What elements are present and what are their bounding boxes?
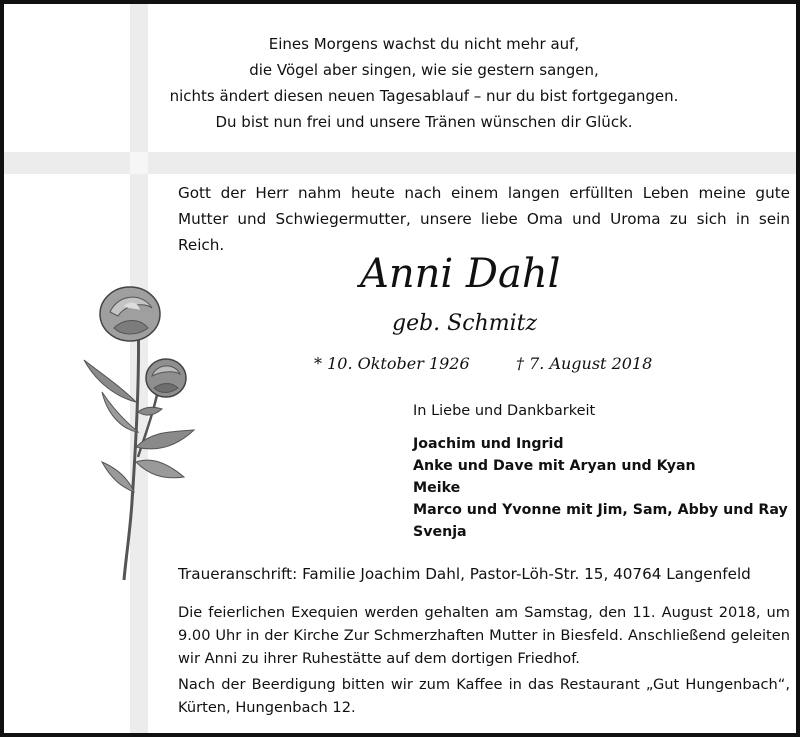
rose-icon [66, 282, 226, 582]
mourners-intro: In Liebe und Dankbarkeit [413, 403, 596, 419]
death-date: † 7. August 2018 [516, 354, 653, 373]
deceased-name: Anni Dahl [360, 251, 561, 297]
mourner-entry: Joachim und Ingrid [413, 436, 564, 452]
maiden-name: geb. Schmitz [392, 311, 538, 336]
poem-line: Du bist nun frei und unsere Tränen wünschen dir Glück. [215, 113, 633, 131]
mourners-list [413, 433, 788, 543]
poem-line: Eines Morgens wachst du nicht mehr auf, [268, 35, 580, 53]
poem-line: nichts ändert diesen neuen Tagesablauf – nur du bist fortgegangen. [169, 87, 679, 105]
poem [154, 31, 694, 135]
coffee-invitation: Nach der Beerdigung bitten wir zum Kaffee in das Restaurant „Gut Hungenbach“, Kürten, Hungenbach 12. [178, 676, 790, 716]
mourner-entry: Meike [413, 480, 461, 496]
mourning-address: Traueranschrift: Familie Joachim Dahl, Pastor-Löh-Str. 15, 40764 Langenfeld [178, 565, 751, 583]
mourner-entry: Svenja [413, 524, 467, 540]
service-info: Die feierlichen Exequien werden gehalten am Samstag, den 11. August 2018, um 9.00 Uhr in der Kirche Zur Schmerzhaften Mutter in Biesfeld. Anschließend geleiten wir Anni zu ihrer Ruhestätte auf dem dortigen Friedhof. [178, 604, 790, 667]
intro-text: Gott der Herr nahm heute nach einem langen erfüllten Leben meine gute Mutter und Schwiegermutter, unsere liebe Oma und Uroma zu sich in sein Reich. [178, 184, 790, 254]
cross-horizontal-bar [4, 152, 796, 174]
poem-line: die Vögel aber singen, wie sie gestern sangen, [249, 61, 599, 79]
mourner-entry: Anke und Dave mit Aryan und Kyan [413, 458, 696, 474]
birth-date: * 10. Oktober 1926 [314, 354, 470, 373]
mourner-entry: Marco und Yvonne mit Jim, Sam, Abby und Ray [413, 502, 788, 518]
